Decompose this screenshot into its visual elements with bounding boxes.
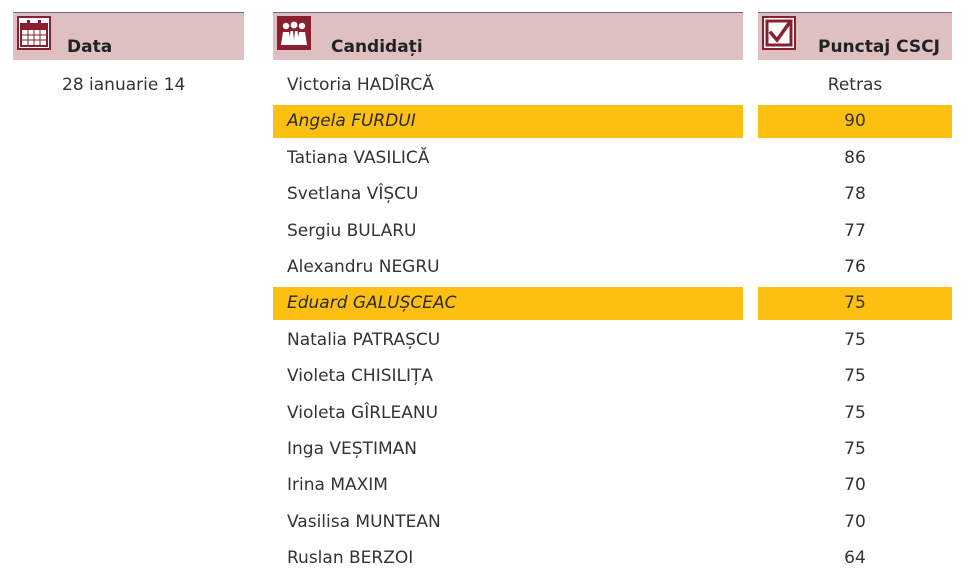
candidate-name: Natalia PATRAȘCU bbox=[287, 330, 441, 350]
candidate-score: 75 bbox=[758, 287, 952, 320]
candidate-score: 64 bbox=[844, 548, 866, 568]
candidate-name: Svetlana VÎȘCU bbox=[287, 184, 419, 204]
candidate-score: 75 bbox=[844, 366, 866, 386]
table-row bbox=[0, 177, 968, 212]
candidate-name: Inga VEȘTIMAN bbox=[287, 439, 417, 459]
table-row bbox=[0, 286, 968, 321]
table-row bbox=[0, 432, 968, 467]
candidate-name: Angela FURDUI bbox=[273, 105, 743, 138]
table-row bbox=[0, 541, 968, 576]
header-candidati bbox=[273, 12, 743, 60]
candidate-score: 75 bbox=[844, 330, 866, 350]
candidate-score: Retras bbox=[827, 75, 883, 95]
header-punctaj-title: Punctaj CSCJ bbox=[818, 37, 940, 57]
table-row bbox=[0, 468, 968, 503]
candidate-score: 77 bbox=[844, 221, 866, 241]
table-row bbox=[0, 359, 968, 394]
header-data bbox=[13, 12, 244, 60]
header-candidati-title: Candidați bbox=[331, 37, 423, 57]
table-row bbox=[0, 323, 968, 358]
candidate-score: 70 bbox=[844, 475, 866, 495]
candidate-name: Irina MAXIM bbox=[287, 475, 388, 495]
date-value: 28 ianuarie 14 bbox=[62, 75, 186, 95]
candidate-score: 75 bbox=[844, 403, 866, 423]
people-icon bbox=[277, 16, 311, 50]
candidate-name: Eduard GALUȘCEAC bbox=[273, 287, 743, 320]
candidate-score: 76 bbox=[844, 257, 866, 277]
candidate-name: Sergiu BULARU bbox=[287, 221, 417, 241]
candidate-score: 90 bbox=[758, 105, 952, 138]
table-row bbox=[0, 250, 968, 285]
table-row bbox=[0, 396, 968, 431]
table-row bbox=[0, 505, 968, 540]
calendar-icon bbox=[17, 16, 51, 50]
candidate-name: Violeta GÎRLEANU bbox=[287, 403, 439, 423]
candidate-name: Alexandru NEGRU bbox=[287, 257, 440, 277]
candidate-score: 86 bbox=[844, 148, 866, 168]
table-row bbox=[0, 214, 968, 249]
candidate-name: Victoria HADÎRCĂ bbox=[287, 75, 434, 95]
header-data-title: Data bbox=[67, 37, 113, 57]
candidate-name: Ruslan BERZOI bbox=[287, 548, 414, 568]
candidate-score: 75 bbox=[844, 439, 866, 459]
table-row bbox=[0, 104, 968, 139]
header-punctaj bbox=[758, 12, 952, 60]
checkbox-icon bbox=[762, 16, 796, 50]
table-row bbox=[0, 68, 968, 103]
candidate-name: Tatiana VASILICĂ bbox=[287, 148, 430, 168]
candidate-score: 70 bbox=[844, 512, 866, 532]
candidate-name: Vasilisa MUNTEAN bbox=[287, 512, 441, 532]
candidate-name: Violeta CHISILIȚA bbox=[287, 366, 434, 386]
candidate-score: 78 bbox=[844, 184, 866, 204]
table-row bbox=[0, 141, 968, 176]
